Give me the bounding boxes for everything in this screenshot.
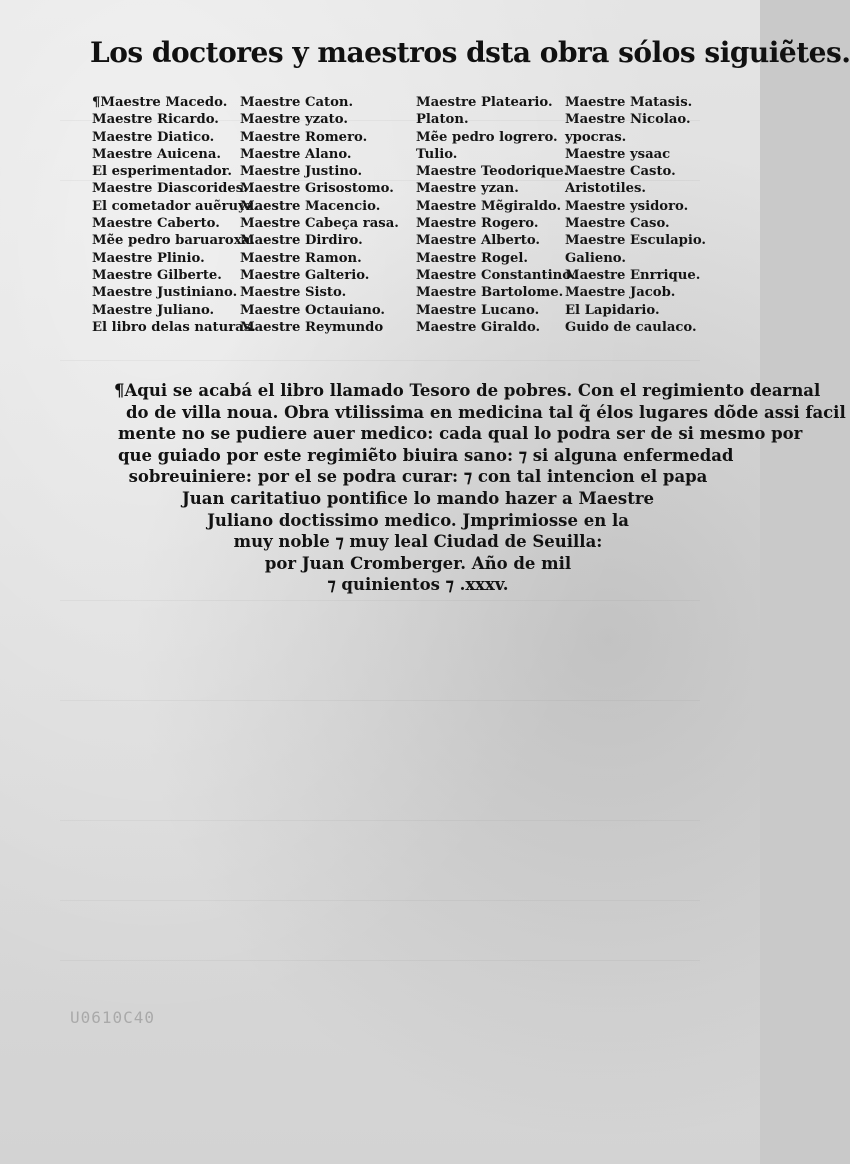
author-entry: Maestre Ramon. [240,250,362,266]
author-entry: Maestre Plateario. [416,95,553,110]
colophon-line: do de villa noua. Obra vtilissima en medicina tal q̃ élos lugares dõde assi facil [126,402,846,422]
colophon-line: por Juan Cromberger. Año de mil [264,553,572,573]
colophon-line: Juan caritatiuo pontifice lo mando hazer a Maestre [181,488,655,508]
library-stamp: U0610C40 [70,1008,156,1027]
author-column-1 [92,94,258,336]
colophon-line: ⁊ quinientos ⁊ .xxxv. [327,575,509,595]
colophon-line: ¶Aqui se acabá el libro llamado Tesoro de pobres. Con el regimiento dearnal [114,381,821,400]
author-entry: Maestre Jacob. [565,285,676,301]
author-entry: Maestre Grisostomo. [240,181,394,197]
colophon-line: mente no se pudiere auer medico: cada qual lo podra ser de si mesmo por [118,424,803,444]
author-entry: Mẽe pedro baruaroxa. [92,233,255,249]
author-entry: Maestre Casto. [565,164,676,180]
author-entry: Maestre Justino. [240,164,363,180]
colophon-line: sobreuiniere: por el se podra curar: ⁊ con tal intencion el papa [128,467,708,487]
author-entry: Maestre ysaac [565,146,671,162]
author-entry: Platon. [416,112,469,128]
author-entry: Tulio. [416,146,458,162]
author-entry: Maestre Juliano. [92,302,215,318]
author-entry: Maestre Rogero. [416,216,539,232]
author-column-2 [240,94,399,336]
author-entry: Maestre Reymundo [240,319,384,335]
author-entry: Maestre Bartolome. [416,285,564,301]
colophon [114,380,846,596]
author-column-3 [416,94,575,336]
author-entry: Maestre Diatico. [92,129,215,145]
author-entry: El Lapidario. [565,302,660,318]
author-entry: Aristotiles. [565,181,647,197]
author-entry: Maestre Sisto. [240,285,347,301]
author-entry: Maestre Plinio. [92,250,205,266]
author-entry: Maestre Caso. [565,216,670,232]
author-entry: Maestre Constantino. [416,267,576,283]
author-entry: Maestre Gilberte. [92,267,222,283]
author-entry: El libro delas naturas. [92,319,256,335]
colophon-line: que guiado por este regimiẽto biuira sano: ⁊ si alguna enfermedad [118,445,734,465]
author-entry: Maestre Rogel. [416,250,528,266]
author-entry: Maestre Enrrique. [565,267,701,283]
author-entry: Maestre Galterio. [240,267,370,283]
author-entry: Maestre Alberto. [416,233,541,249]
author-entry: Maestre yzato. [240,112,348,128]
author-entry: Galieno. [565,250,626,266]
author-entry: El esperimentador. [92,164,232,180]
author-entry: Maestre Caton. [240,95,354,110]
author-entry: Maestre Dirdiro. [240,233,363,249]
author-entry: ypocras. [565,129,627,145]
author-entry: Mẽe pedro logrero. [416,129,558,145]
author-column-4 [565,94,706,336]
author-entry: Maestre Macencio. [240,198,381,214]
author-entry: Maestre Lucano. [416,302,540,318]
author-entry: Maestre Caberto. [92,216,220,232]
author-entry: Guido de caulaco. [565,319,697,335]
author-entry: Maestre Cabeça rasa. [240,216,399,232]
author-entry: Maestre Romero. [240,129,368,145]
page-title: Los doctores y maestros dsta obra sólos siguiẽtes. [90,36,850,69]
author-entry: Maestre Mẽgiraldo. [416,198,562,214]
author-entry: Maestre Justiniano. [92,285,238,301]
author-entry: Maestre Matasis. [565,95,693,110]
colophon-line: Juliano doctissimo medico. Jmprimiosse en la [207,510,629,530]
author-entry: Maestre Ricardo. [92,112,219,128]
author-entry: Maestre Alano. [240,146,352,162]
author-entry: Maestre ysidoro. [565,198,689,214]
author-entry: Maestre Diascorides. [92,181,248,197]
author-entry: El cometador auẽruyz. [92,198,258,214]
author-entry: Maestre Giraldo. [416,319,541,335]
colophon-line: muy noble ⁊ muy leal Ciudad de Seuilla: [233,532,603,552]
author-entry: Maestre Auicena. [92,146,221,162]
author-entry: Maestre Nicolao. [565,112,691,128]
author-entry: Maestre Octauiano. [240,302,386,318]
author-entry: Maestre Esculapio. [565,233,707,249]
author-entry: ¶Maestre Macedo. [92,95,228,110]
author-entry: Maestre Teodorique. [416,164,569,180]
author-entry: Maestre yzan. [416,181,519,197]
